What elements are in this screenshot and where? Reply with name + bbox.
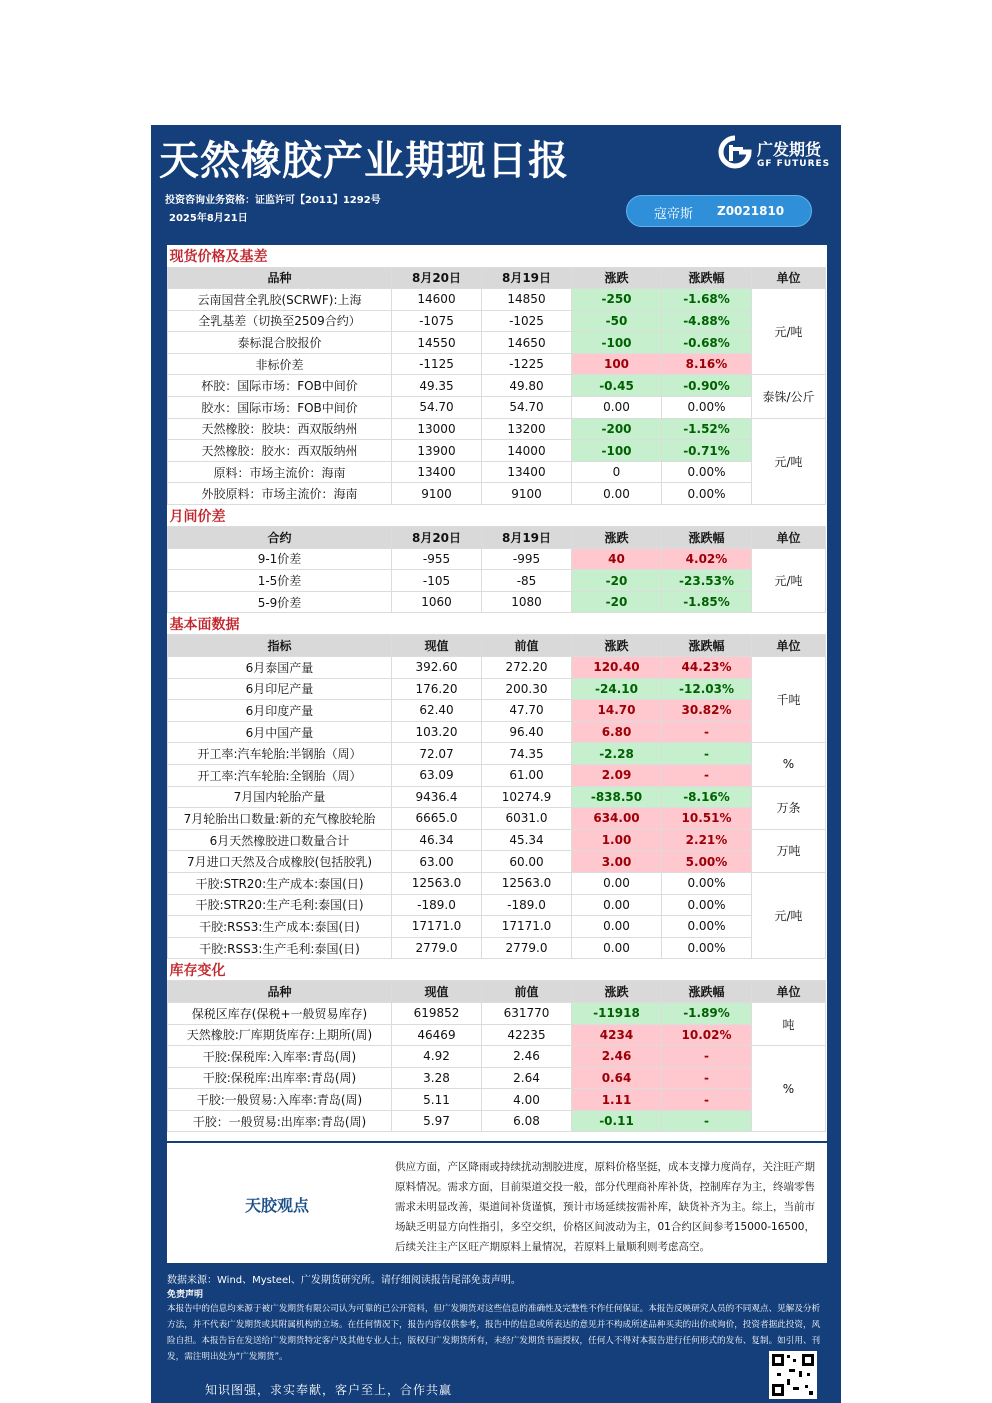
item-name: 胶水：国际市场：FOB中间价 <box>168 397 392 419</box>
slogan: 知识图强，求实奉献，客户至上，合作共赢 <box>205 1383 453 1397</box>
section-row <box>168 959 826 981</box>
unit-cell: 元/吨 <box>752 289 826 375</box>
value-cell: 0.00 <box>572 397 662 419</box>
column-header: 单位 <box>752 635 826 657</box>
value-cell: 17171.0 <box>392 916 482 938</box>
item-name: 干胶:STR20:生产毛利:泰国(日) <box>168 894 392 916</box>
value-cell: 3.00 <box>572 851 662 873</box>
item-name: 开工率:汽车轮胎:全钢胎（周） <box>168 764 392 786</box>
item-name: 全乳基差（切换至2509合约） <box>168 310 392 332</box>
value-cell: 0.00 <box>572 937 662 959</box>
column-header: 现值 <box>392 635 482 657</box>
unit-cell: 元/吨 <box>752 872 826 958</box>
item-name: 6月印度产量 <box>168 700 392 722</box>
value-cell: -20 <box>572 570 662 592</box>
data-tables <box>167 245 827 1141</box>
value-cell: 13000 <box>392 418 482 440</box>
table-row <box>168 591 826 613</box>
item-name: 天然橡胶:厂库期货库存:上期所(周) <box>168 1024 392 1046</box>
table-row <box>168 872 826 894</box>
column-header: 8月20日 <box>392 527 482 549</box>
column-header: 单位 <box>752 981 826 1003</box>
value-cell: -1025 <box>482 310 572 332</box>
item-name: 干胶:保税库:出库率:青岛(周) <box>168 1067 392 1089</box>
report-frame <box>151 125 841 1403</box>
table-row <box>168 829 826 851</box>
value-cell: 46.34 <box>392 829 482 851</box>
value-cell: -200 <box>572 418 662 440</box>
value-cell: -1075 <box>392 310 482 332</box>
value-cell: -0.45 <box>572 375 662 397</box>
item-name: 干胶:RSS3:生产毛利:泰国(日) <box>168 937 392 959</box>
value-cell: 0.00% <box>662 937 752 959</box>
value-cell: 0.00% <box>662 483 752 505</box>
table-row <box>168 461 826 483</box>
item-name: 7月轮胎出口数量:新的充气橡胶轮胎 <box>168 808 392 830</box>
view-label: 天胶观点 <box>245 1196 310 1215</box>
qr-code-icon <box>769 1351 817 1399</box>
table-row <box>168 1067 826 1089</box>
value-cell: 54.70 <box>392 397 482 419</box>
column-header: 品种 <box>168 981 392 1003</box>
value-cell: -105 <box>392 570 482 592</box>
value-cell: 54.70 <box>482 397 572 419</box>
item-name: 6月泰国产量 <box>168 657 392 679</box>
column-header: 前值 <box>482 981 572 1003</box>
value-cell: 62.40 <box>392 700 482 722</box>
table-row <box>168 743 826 765</box>
table-row <box>168 289 826 311</box>
table-row <box>168 332 826 354</box>
value-cell: - <box>662 1110 752 1132</box>
column-header: 8月19日 <box>482 527 572 549</box>
value-cell: -2.28 <box>572 743 662 765</box>
value-cell: 0.00% <box>662 894 752 916</box>
value-cell: 4234 <box>572 1024 662 1046</box>
section-row <box>168 245 826 267</box>
header-row <box>168 635 826 657</box>
value-cell: 13900 <box>392 440 482 462</box>
table-row <box>168 1024 826 1046</box>
column-header: 涨跌 <box>572 635 662 657</box>
value-cell: 10.02% <box>662 1024 752 1046</box>
section-row <box>168 613 826 635</box>
table-row <box>168 1002 826 1024</box>
logo-en-text: GF FUTURES <box>757 159 831 169</box>
value-cell: -1.52% <box>662 418 752 440</box>
value-cell: -0.11 <box>572 1110 662 1132</box>
value-cell: 47.70 <box>482 700 572 722</box>
gf-futures-logo <box>717 133 835 173</box>
data-source: 数据来源：Wind、Mysteel、广发期货研究所。请仔细阅读报告尾部免责声明。 <box>167 1275 521 1286</box>
unit-cell: 吨 <box>752 1002 826 1045</box>
value-cell: -20 <box>572 591 662 613</box>
item-name: 干胶:保税库:入库率:青岛(周) <box>168 1046 392 1068</box>
value-cell: 42235 <box>482 1024 572 1046</box>
value-cell: 74.35 <box>482 743 572 765</box>
table-row <box>168 440 826 462</box>
value-cell: 63.00 <box>392 851 482 873</box>
table-row <box>168 678 826 700</box>
value-cell: 631770 <box>482 1002 572 1024</box>
value-cell: - <box>662 1089 752 1111</box>
table-row <box>168 483 826 505</box>
column-header: 合约 <box>168 527 392 549</box>
value-cell: 10.51% <box>662 808 752 830</box>
value-cell: 6.80 <box>572 721 662 743</box>
item-name: 7月进口天然及合成橡胶(包括胶乳) <box>168 851 392 873</box>
value-cell: 0.64 <box>572 1067 662 1089</box>
license-text: 投资咨询业务资格：证监许可【2011】1292号 <box>165 195 381 206</box>
item-name: 7月国内轮胎产量 <box>168 786 392 808</box>
value-cell: -4.88% <box>662 310 752 332</box>
column-header: 现值 <box>392 981 482 1003</box>
section-title: 基本面数据 <box>168 613 826 635</box>
column-header: 前值 <box>482 635 572 657</box>
table-row <box>168 937 826 959</box>
table-row <box>168 548 826 570</box>
view-text: 供应方面，产区降雨或持续扰动割胶进度，原料价格坚挺，成本支撑力度尚存，关注旺产期原料情况。需求方面，目前渠道交投一般，部分代理商补库补货，控制库存为主，终端零售需求未明显改善，渠道间补货谨慎，预计市场延续按需补库，缺货补齐为主。综上，当前市场缺乏明显方向性指引，多空交织，价格区间波动为主，01合约区间参考15000-16500，后续关注主产区旺产期原料上量情况，若原料上量顺利则考虑高空。 <box>395 1161 815 1253</box>
value-cell: 176.20 <box>392 678 482 700</box>
value-cell: 4.02% <box>662 548 752 570</box>
value-cell: -0.90% <box>662 375 752 397</box>
report-date: 2025年8月21日 <box>169 213 248 224</box>
column-header: 涨跌幅 <box>662 635 752 657</box>
value-cell: -100 <box>572 332 662 354</box>
value-cell: 12563.0 <box>482 872 572 894</box>
item-name: 6月中国产量 <box>168 721 392 743</box>
table-row <box>168 764 826 786</box>
section-title: 月间价差 <box>168 505 826 527</box>
item-name: 天然橡胶：胶块：西双版纳州 <box>168 418 392 440</box>
value-cell: 2.64 <box>482 1067 572 1089</box>
value-cell: 30.82% <box>662 700 752 722</box>
column-header: 涨跌 <box>572 981 662 1003</box>
table-row <box>168 310 826 332</box>
column-header: 指标 <box>168 635 392 657</box>
item-name: 天然橡胶：胶水：西双版纳州 <box>168 440 392 462</box>
item-name: 泰标混合胶报价 <box>168 332 392 354</box>
author-id: Z0021810 <box>717 204 785 218</box>
value-cell: -955 <box>392 548 482 570</box>
table-row <box>168 894 826 916</box>
value-cell: 13200 <box>482 418 572 440</box>
item-name: 干胶:STR20:生产成本:泰国(日) <box>168 872 392 894</box>
item-name: 保税区库存(保税+一般贸易库存) <box>168 1002 392 1024</box>
value-cell: - <box>662 721 752 743</box>
value-cell: 14650 <box>482 332 572 354</box>
section-row <box>168 505 826 527</box>
value-cell: 10274.9 <box>482 786 572 808</box>
value-cell: 9436.4 <box>392 786 482 808</box>
value-cell: -1.85% <box>662 591 752 613</box>
value-cell: -50 <box>572 310 662 332</box>
value-cell: 9100 <box>392 483 482 505</box>
table-row <box>168 700 826 722</box>
value-cell: -838.50 <box>572 786 662 808</box>
gf-logo-icon <box>717 135 753 169</box>
table-row <box>168 1110 826 1132</box>
value-cell: -8.16% <box>662 786 752 808</box>
item-name: 云南国营全乳胶(SCRWF):上海 <box>168 289 392 311</box>
value-cell: -100 <box>572 440 662 462</box>
unit-cell: 元/吨 <box>752 418 826 504</box>
table-row <box>168 851 826 873</box>
column-header: 8月19日 <box>482 267 572 289</box>
value-cell: 13400 <box>392 461 482 483</box>
value-cell: 2779.0 <box>482 937 572 959</box>
item-name: 非标价差 <box>168 353 392 375</box>
item-name: 干胶:RSS3:生产成本:泰国(日) <box>168 916 392 938</box>
value-cell: - <box>662 764 752 786</box>
value-cell: 1060 <box>392 591 482 613</box>
column-header: 品种 <box>168 267 392 289</box>
item-name: 5-9价差 <box>168 591 392 613</box>
value-cell: -1.68% <box>662 289 752 311</box>
disclaimer-title: 免责声明 <box>167 1290 204 1300</box>
item-name: 9-1价差 <box>168 548 392 570</box>
value-cell: -24.10 <box>572 678 662 700</box>
item-name: 原料：市场主流价：海南 <box>168 461 392 483</box>
table-row <box>168 721 826 743</box>
value-cell: 2.46 <box>572 1046 662 1068</box>
section-title: 现货价格及基差 <box>168 245 826 267</box>
unit-cell: 千吨 <box>752 657 826 743</box>
value-cell: 619852 <box>392 1002 482 1024</box>
value-cell: 14600 <box>392 289 482 311</box>
value-cell: 2.09 <box>572 764 662 786</box>
value-cell: 2.21% <box>662 829 752 851</box>
column-header: 单位 <box>752 527 826 549</box>
value-cell: 1.11 <box>572 1089 662 1111</box>
value-cell: 272.20 <box>482 657 572 679</box>
value-cell: 49.80 <box>482 375 572 397</box>
unit-cell: % <box>752 1046 826 1132</box>
value-cell: 200.30 <box>482 678 572 700</box>
view-box <box>167 1143 827 1263</box>
column-header: 8月20日 <box>392 267 482 289</box>
value-cell: -11918 <box>572 1002 662 1024</box>
item-name: 1-5价差 <box>168 570 392 592</box>
value-cell: 14000 <box>482 440 572 462</box>
header-row <box>168 267 826 289</box>
value-cell: 60.00 <box>482 851 572 873</box>
value-cell: -1125 <box>392 353 482 375</box>
table-row <box>168 397 826 419</box>
value-cell: 0.00% <box>662 397 752 419</box>
value-cell: 0.00 <box>572 894 662 916</box>
unit-cell: 万吨 <box>752 829 826 872</box>
value-cell: 5.00% <box>662 851 752 873</box>
value-cell: 1.00 <box>572 829 662 851</box>
table-row <box>168 916 826 938</box>
table-row <box>168 808 826 830</box>
item-name: 开工率:汽车轮胎:半钢胎（周） <box>168 743 392 765</box>
report-table <box>167 245 826 1132</box>
value-cell: 72.07 <box>392 743 482 765</box>
value-cell: 6.08 <box>482 1110 572 1132</box>
value-cell: 634.00 <box>572 808 662 830</box>
item-name: 干胶:一般贸易:入库率:青岛(周) <box>168 1089 392 1111</box>
value-cell: 14550 <box>392 332 482 354</box>
unit-cell: 万条 <box>752 786 826 829</box>
value-cell: 3.28 <box>392 1067 482 1089</box>
value-cell: -189.0 <box>482 894 572 916</box>
value-cell: 46469 <box>392 1024 482 1046</box>
value-cell: 120.40 <box>572 657 662 679</box>
value-cell: 0 <box>572 461 662 483</box>
value-cell: 9100 <box>482 483 572 505</box>
header-row <box>168 527 826 549</box>
value-cell: 103.20 <box>392 721 482 743</box>
value-cell: 100 <box>572 353 662 375</box>
table-row <box>168 1089 826 1111</box>
value-cell: 392.60 <box>392 657 482 679</box>
value-cell: -189.0 <box>392 894 482 916</box>
value-cell: -85 <box>482 570 572 592</box>
unit-cell: 泰铢/公斤 <box>752 375 826 418</box>
unit-cell: % <box>752 743 826 786</box>
value-cell: 44.23% <box>662 657 752 679</box>
section-title: 库存变化 <box>168 959 826 981</box>
table-row <box>168 657 826 679</box>
value-cell: 5.11 <box>392 1089 482 1111</box>
value-cell: 13400 <box>482 461 572 483</box>
column-header: 涨跌幅 <box>662 267 752 289</box>
value-cell: 61.00 <box>482 764 572 786</box>
value-cell: 0.00 <box>572 872 662 894</box>
item-name: 杯胶：国际市场：FOB中间价 <box>168 375 392 397</box>
author-name: 寇帝斯 <box>654 207 694 222</box>
table-row <box>168 353 826 375</box>
value-cell: 45.34 <box>482 829 572 851</box>
item-name: 6月印尼产量 <box>168 678 392 700</box>
value-cell: 12563.0 <box>392 872 482 894</box>
value-cell: 96.40 <box>482 721 572 743</box>
value-cell: 2.46 <box>482 1046 572 1068</box>
value-cell: 1080 <box>482 591 572 613</box>
unit-cell: 元/吨 <box>752 548 826 613</box>
value-cell: -1225 <box>482 353 572 375</box>
item-name: 干胶：一般贸易:出库率:青岛(周) <box>168 1110 392 1132</box>
value-cell: 0.00% <box>662 916 752 938</box>
value-cell: -23.53% <box>662 570 752 592</box>
value-cell: - <box>662 1046 752 1068</box>
column-header: 涨跌 <box>572 267 662 289</box>
value-cell: 49.35 <box>392 375 482 397</box>
disclaimer-text: 本报告中的信息均来源于被广发期货有限公司认为可靠的已公开资料，但广发期货对这些信息的准确性及完整性不作任何保证。本报告反映研究人员的不同观点、见解及分析方法，并不代表广发期货或其附属机构的立场。在任何情况下，报告内容仅供参考，报告中的信息或所表达的意见并不构成所述品种买卖的出价或询价，投资者据此投资，风险自担。本报告旨在发送给广发期货特定客户及其他专业人士，版权归广发期货所有，未经广发期货书面授权，任何人不得对本报告进行任何形式的发布、复制。如引用、刊发，需注明出处为“广发期货”。 <box>167 1304 821 1362</box>
value-cell: 0.00 <box>572 483 662 505</box>
value-cell: 14.70 <box>572 700 662 722</box>
value-cell: 40 <box>572 548 662 570</box>
value-cell: 6665.0 <box>392 808 482 830</box>
item-name: 外胶原料：市场主流价：海南 <box>168 483 392 505</box>
table-row <box>168 1046 826 1068</box>
value-cell: - <box>662 1067 752 1089</box>
value-cell: 0.00% <box>662 872 752 894</box>
value-cell: -0.68% <box>662 332 752 354</box>
column-header: 单位 <box>752 267 826 289</box>
table-row <box>168 570 826 592</box>
value-cell: -12.03% <box>662 678 752 700</box>
table-row <box>168 786 826 808</box>
value-cell: 0.00% <box>662 461 752 483</box>
value-cell: -1.89% <box>662 1002 752 1024</box>
value-cell: 5.97 <box>392 1110 482 1132</box>
value-cell: 14850 <box>482 289 572 311</box>
value-cell: 4.92 <box>392 1046 482 1068</box>
header-row <box>168 981 826 1003</box>
value-cell: 63.09 <box>392 764 482 786</box>
author-badge <box>626 195 812 227</box>
value-cell: -995 <box>482 548 572 570</box>
value-cell: 4.00 <box>482 1089 572 1111</box>
report-title: 天然橡胶产业期现日报 <box>159 138 569 184</box>
value-cell: 2779.0 <box>392 937 482 959</box>
value-cell: 0.00 <box>572 916 662 938</box>
value-cell: -250 <box>572 289 662 311</box>
table-row <box>168 418 826 440</box>
table-row <box>168 375 826 397</box>
column-header: 涨跌幅 <box>662 981 752 1003</box>
column-header: 涨跌 <box>572 527 662 549</box>
value-cell: 17171.0 <box>482 916 572 938</box>
value-cell: -0.71% <box>662 440 752 462</box>
logo-cn-text: 广发期货 <box>757 140 822 159</box>
item-name: 6月天然橡胶进口数量合计 <box>168 829 392 851</box>
value-cell: 6031.0 <box>482 808 572 830</box>
column-header: 涨跌幅 <box>662 527 752 549</box>
value-cell: - <box>662 743 752 765</box>
value-cell: 8.16% <box>662 353 752 375</box>
